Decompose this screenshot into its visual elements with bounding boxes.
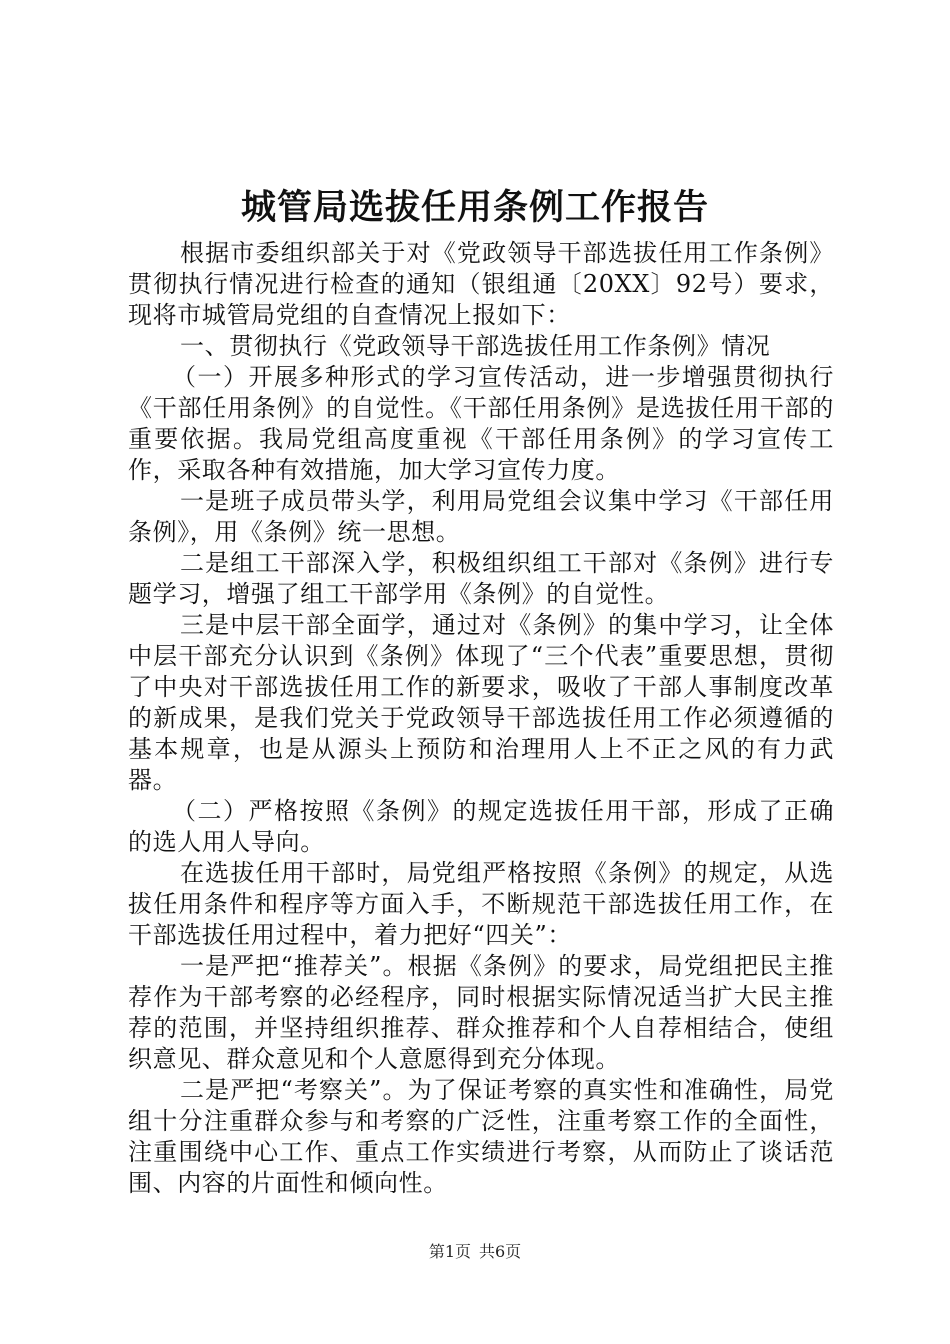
section-heading-1: 一、贯彻执行《党政领导干部选拔任用工作条例》情况: [180, 332, 771, 360]
page-total: 共6页: [479, 1242, 522, 1261]
subsection-heading-1: （一）开展多种形式的学习宣传活动，进一步增强贯彻执行《干部任用条例》的自觉性。《干部任用条例》是选拔任用干部的重要依据。我局党组高度重视《干部任用条例》的学习宣传工作，采取各种有效措施，加大学习宣传力度。: [128, 363, 834, 484]
page-number: 第1页: [428, 1242, 471, 1261]
subsection-heading-2: （二）严格按照《条例》的规定选拔任用干部，形成了正确的选人用人导向。: [128, 797, 834, 856]
paragraph-intro: 根据市委组织部关于对《党政领导干部选拔任用工作条例》贯彻执行情况进行检查的通知（银组通〔20XX〕92号）要求，现将市城管局党组的自查情况上报如下：: [128, 239, 834, 329]
document-body: [128, 238, 834, 1199]
paragraph-point-2: 二是组工干部深入学，积极组织组工干部对《条例》进行专题学习，增强了组工干部学用《条例》的自觉性。: [128, 549, 834, 608]
paragraph-selection: 在选拔任用干部时，局党组严格按照《条例》的规定，从选拔任用条件和程序等方面入手，不断规范干部选拔任用工作，在干部选拔任用过程中，着力把好“四关”：: [128, 859, 834, 949]
paragraph-inspection: 二是严把“考察关”。为了保证考察的真实性和准确性，局党组十分注重群众参与和考察的广泛性，注重考察工作的全面性，注重围绕中心工作、重点工作实绩进行考察，从而防止了谈话范围、内容的片面性和倾向性。: [128, 1076, 834, 1197]
paragraph-point-3: 三是中层干部全面学，通过对《条例》的集中学习，让全体中层干部充分认识到《条例》体现了“三个代表”重要思想，贯彻了中央对干部选拔任用工作的新要求，吸收了干部人事制度改革的新成果，是我们党关于党政领导干部选拔任用工作必须遵循的基本规章，也是从源头上预防和治理用人上不正之风的有力武器。: [128, 611, 834, 794]
paragraph-recommendation: 一是严把“推荐关”。根据《条例》的要求，局党组把民主推荐作为干部考察的必经程序，同时根据实际情况适当扩大民主推荐的范围，并坚持组织推荐、群众推荐和个人自荐相结合，使组织意见、群众意见和个人意愿得到充分体现。: [128, 952, 834, 1073]
document-title: 城管局选拔任用条例工作报告: [240, 187, 709, 228]
page-footer: [0, 1242, 950, 1262]
paragraph-point-1: 一是班子成员带头学，利用局党组会议集中学习《干部任用条例》，用《条例》统一思想。: [128, 487, 834, 546]
